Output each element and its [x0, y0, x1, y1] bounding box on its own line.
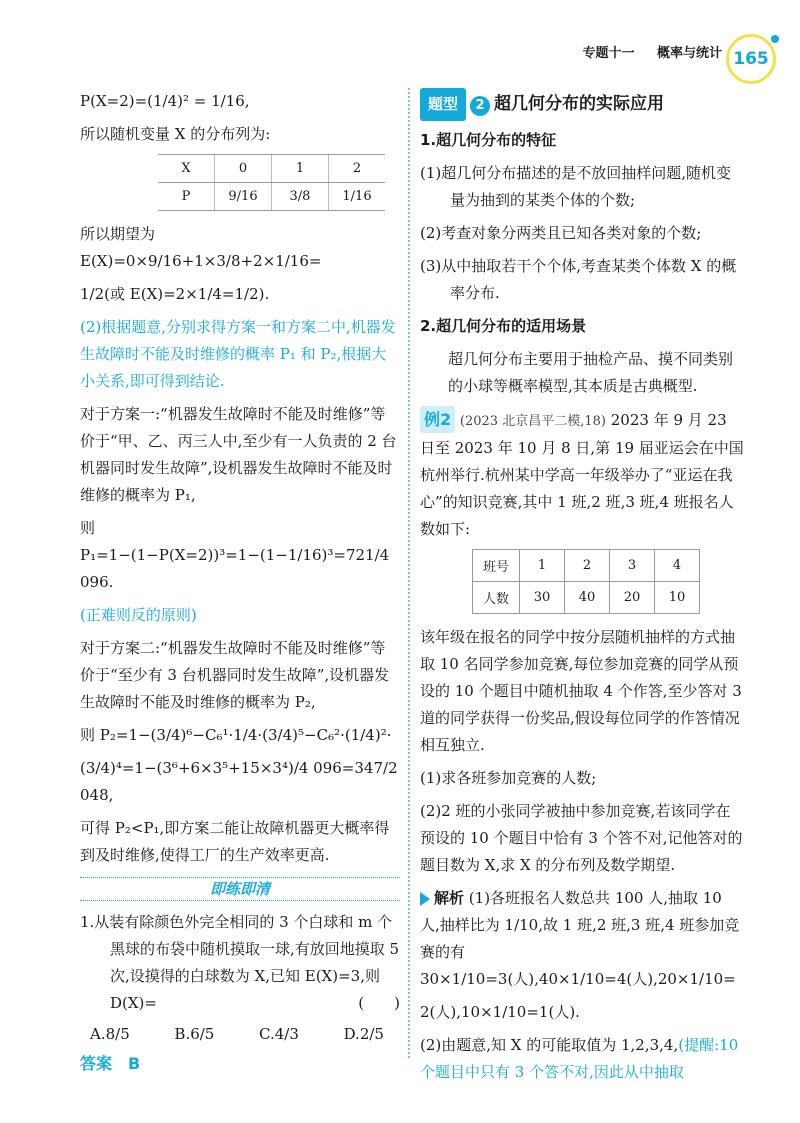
p2-formula: 则 P₂=1−(3/4)⁶−C₆¹·1/4·(3/4)⁵−C₆²·(1/4)²·	[80, 726, 392, 744]
type-badge: 题型	[420, 88, 466, 121]
sampling-text: 该年级在报名的同学中按分层随机抽样的方式抽取 10 名同学参加竞赛,每位参加竞赛的同学从预设的 10 个题目中随机抽取 4 个作答,至少答对 3 道的同学获得一份奖品,假设每位同学的作答情况相互独立.	[420, 628, 742, 754]
example-label: 例2	[420, 406, 455, 433]
choice-list	[80, 1025, 400, 1043]
table-cell: 1	[272, 155, 329, 183]
expectation-result: 1/2(或 E(X)=2×1/4=1/2).	[80, 285, 270, 303]
table-cell: 1/16	[329, 183, 386, 211]
table-row	[158, 155, 385, 183]
example-source: (2023 北京昌平二模,18)	[459, 414, 606, 429]
table-row	[473, 582, 700, 614]
table-cell: 2	[565, 550, 610, 582]
topic-title: 概率与统计	[656, 46, 722, 61]
choice-d: D.2/5	[343, 1025, 384, 1043]
example-2	[420, 406, 745, 543]
question-1	[80, 909, 400, 1017]
table-cell: 0	[215, 155, 272, 183]
solution-hint: (提醒:10 个题目中只有 3 个答不对,因此从中抽取	[420, 1036, 739, 1081]
right-column	[420, 88, 745, 1092]
p1-formula: 则 P₁=1−(1−P(X=2))³=1−(1−1/16)³=721/4 096.	[80, 519, 390, 591]
feature-1: (1)超几何分布描述的是不放回抽样问题,随机变量为抽到的某类个体的个数;	[420, 164, 732, 209]
page-number: 165	[726, 34, 776, 84]
prob-x2: P(X=2)=(1/4)² = 1/16,	[80, 92, 250, 110]
choice-b: B.6/5	[174, 1025, 215, 1043]
table-cell: 30	[520, 582, 565, 614]
column-divider	[408, 88, 410, 1058]
class-table	[472, 549, 700, 614]
table-row	[158, 183, 385, 211]
scene-text: 超几何分布主要用于抽检产品、摸不同类别的小球等概率模型,其本质是古典概型.	[448, 350, 734, 395]
choice-c: C.4/3	[259, 1025, 299, 1043]
feature-2: (2)考查对象分两类且已知各类对象的个数;	[420, 224, 702, 242]
table-cell: 9/16	[215, 183, 272, 211]
practice-heading: 即练即清	[80, 877, 400, 901]
topic-label: 专题十一	[582, 46, 635, 61]
sub-question-2: (2)2 班的小张同学被抽中参加竞赛,若该同学在预设的 10 个题目中恰有 3 个答不对,记他答对的题目数为 X,求 X 的分布列及数学期望.	[420, 802, 743, 874]
example-text: 2023 年 9 月 23 日至 2023 年 10 月 8 日,第 19 届亚运会在中国杭州举行.杭州某中学高一年级举办了“亚运在我心”的知识竞赛,其中 1 班,2 班,3 班,4 班报名人数如下:	[420, 411, 744, 538]
solution-part-1	[420, 885, 745, 993]
table-cell: 10	[655, 582, 700, 614]
table-cell: 人数	[473, 582, 520, 614]
question-1-text: 1.从装有除颜色外完全相同的 3 个白球和 m 个黑球的布袋中随机摸取一球,有放回地摸取 5 次,设摸得的白球数为 X,已知 E(X)=3,则 D(X)=	[80, 913, 400, 1012]
table-cell: 1	[520, 550, 565, 582]
type-number: 2	[470, 96, 490, 116]
table-cell: 4	[655, 550, 700, 582]
p2-formula-cont: (3/4)⁴=1−(3⁶+6×3⁵+15×3⁴)/4 096=347/2 048,	[80, 759, 398, 804]
scene-heading: 2.超几何分布的适用场景	[420, 317, 587, 335]
feature-3: (3)从中抽取若干个个体,考查某类个体数 X 的概率分布.	[420, 257, 737, 302]
section-title: 超几何分布的实际应用	[494, 94, 665, 114]
table-cell: 2	[329, 155, 386, 183]
choice-a: A.8/5	[90, 1025, 130, 1043]
plan-two-text: 对于方案二:“机器发生故障时不能及时维修”等价于“至少有 3 台机器同时发生故障”,设机器发生故障时不能及时维修的概率为 P₂,	[80, 639, 390, 711]
sub-question-1: (1)求各班参加竞赛的人数;	[420, 769, 597, 787]
distribution-table	[158, 154, 385, 211]
table-cell: X	[158, 155, 215, 183]
table-cell: P	[158, 183, 215, 211]
feature-heading: 1.超几何分布的特征	[420, 131, 557, 149]
table-cell: 3	[610, 550, 655, 582]
answer: 答案 B	[80, 1054, 141, 1073]
section-heading	[420, 88, 745, 121]
table-row	[473, 550, 700, 582]
arrow-icon	[420, 892, 430, 906]
solution-part-2	[420, 1032, 745, 1086]
left-column	[80, 88, 400, 1074]
solution-text-3: (2)由题意,知 X 的可能取值为 1,2,3,4,	[420, 1036, 679, 1054]
analysis-hint: (2)根据题意,分别求得方案一和方案二中,机器发生故障时不能及时维修的概率 P₁ 和 P₂,根据大小关系,即可得到结论.	[80, 318, 396, 390]
table-cell: 班号	[473, 550, 520, 582]
table-cell: 20	[610, 582, 655, 614]
solution-label: 解析	[434, 889, 465, 907]
solution-text-1: (1)各班报名人数总共 100 人,抽取 10 人,抽样比为 1/10,故 1 班,2 班,3 班,4 班参加竞赛的有 30×1/10=3(人),40×1/10=4(人),20×1/10=	[420, 889, 740, 988]
solution-text-2: 2(人),10×1/10=1(人).	[420, 1003, 580, 1021]
conclusion: 可得 P₂<P₁,即方案二能让故障机器更大概率得到及时维修,使得工厂的生产效率更高.	[80, 819, 390, 864]
dist-intro: 所以随机变量 X 的分布列为:	[80, 125, 271, 143]
plan-one-text: 对于方案一:“机器发生故障时不能及时维修”等价于“甲、乙、丙三人中,至少有一人负责的 2 台机器同时发生故障”,设机器发生故障时不能及时维修的概率为 P₁,	[80, 405, 397, 504]
running-header	[564, 42, 722, 61]
table-cell: 40	[565, 582, 610, 614]
expectation-line: 所以期望为 E(X)=0×9/16+1×3/8+2×1/16=	[80, 225, 322, 270]
answer-paren: ( )	[358, 994, 400, 1012]
table-cell: 3/8	[272, 183, 329, 211]
principle-note: (正难则反的原则)	[80, 606, 197, 624]
